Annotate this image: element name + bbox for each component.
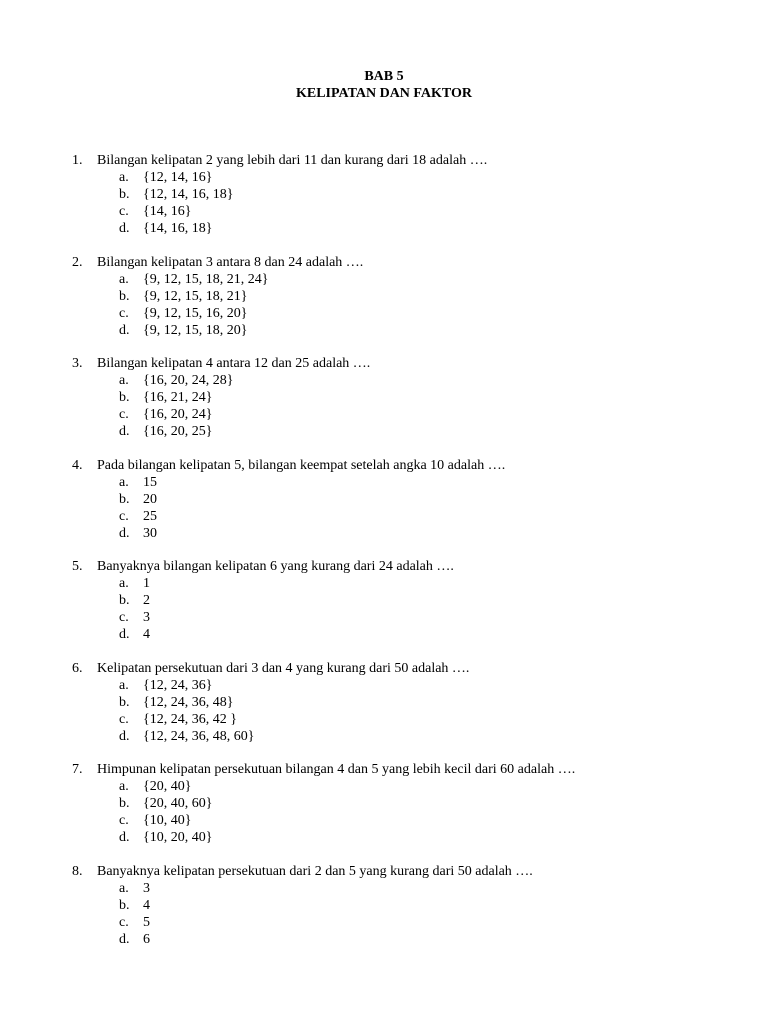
answer-option	[72, 931, 752, 948]
option-text: 30	[143, 525, 157, 541]
option-letter: b.	[119, 593, 130, 608]
option-letter: a.	[119, 271, 129, 287]
answer-option	[72, 778, 752, 795]
option-text: {16, 20, 24}	[143, 407, 213, 422]
question-text: Bilangan kelipatan 3 antara 8 dan 24 adalah ….	[97, 254, 364, 270]
question-item	[72, 355, 752, 440]
option-text: 20	[143, 491, 157, 507]
option-text: 5	[143, 914, 150, 930]
answer-option	[72, 525, 752, 542]
option-text: {10, 20, 40}	[143, 830, 213, 845]
question-number: 7.	[72, 762, 83, 777]
option-text: 3	[143, 610, 150, 625]
answer-option	[72, 423, 752, 440]
option-text: {12, 14, 16, 18}	[143, 187, 234, 202]
question-line	[72, 863, 752, 880]
option-letter: a.	[119, 779, 129, 794]
answer-option	[72, 914, 752, 931]
answer-option	[72, 389, 752, 406]
answer-options	[72, 575, 752, 643]
option-letter: c.	[119, 204, 129, 219]
option-text: {14, 16}	[143, 204, 192, 219]
answer-option	[72, 491, 752, 508]
option-letter: c.	[119, 711, 129, 727]
answer-option	[72, 795, 752, 812]
question-item	[72, 558, 752, 643]
answer-option	[72, 711, 752, 728]
question-item	[72, 254, 752, 339]
question-item	[72, 457, 752, 542]
question-number: 5.	[72, 559, 83, 574]
option-text: 15	[143, 474, 157, 490]
option-letter: a.	[119, 576, 129, 591]
option-text: {9, 12, 15, 16, 20}	[143, 305, 248, 321]
option-text: 2	[143, 593, 150, 608]
option-letter: c.	[119, 305, 129, 321]
question-item	[72, 660, 752, 745]
answer-option	[72, 626, 752, 643]
option-text: 4	[143, 897, 150, 913]
question-text: Kelipatan persekutuan dari 3 dan 4 yang kurang dari 50 adalah ….	[97, 660, 470, 676]
option-text: 6	[143, 931, 150, 947]
question-text: Banyaknya kelipatan persekutuan dari 2 dan 5 yang kurang dari 50 adalah ….	[97, 863, 533, 879]
answer-options	[72, 372, 752, 440]
option-text: {16, 21, 24}	[143, 390, 213, 405]
question-list	[72, 152, 752, 964]
question-number: 6.	[72, 660, 83, 676]
question-line	[72, 457, 752, 474]
answer-option	[72, 508, 752, 525]
answer-option	[72, 271, 752, 288]
question-number: 3.	[72, 356, 83, 371]
answer-options	[72, 880, 752, 948]
answer-option	[72, 812, 752, 829]
option-letter: b.	[119, 897, 130, 913]
option-letter: d.	[119, 627, 130, 642]
option-text: {16, 20, 25}	[143, 424, 213, 439]
question-text: Himpunan kelipatan persekutuan bilangan 4 dan 5 yang lebih kecil dari 60 adalah ….	[97, 762, 576, 777]
answer-option	[72, 322, 752, 339]
option-text: {10, 40}	[143, 813, 192, 828]
answer-option	[72, 575, 752, 592]
option-letter: a.	[119, 170, 129, 185]
option-text: 3	[143, 880, 150, 896]
option-text: {12, 24, 36, 48}	[143, 694, 234, 710]
option-letter: a.	[119, 880, 129, 896]
question-line	[72, 558, 752, 575]
question-line	[72, 761, 752, 778]
chapter-title: KELIPATAN DAN FAKTOR	[295, 86, 473, 101]
option-text: {14, 16, 18}	[143, 221, 213, 236]
chapter-label: BAB 5	[364, 69, 404, 84]
option-text: 4	[143, 627, 150, 642]
question-line	[72, 254, 752, 271]
question-text: Bilangan kelipatan 4 antara 12 dan 25 adalah ….	[97, 356, 371, 371]
option-letter: b.	[119, 187, 130, 202]
question-item	[72, 863, 752, 948]
answer-option	[72, 592, 752, 609]
option-letter: d.	[119, 221, 130, 236]
question-number: 4.	[72, 457, 83, 473]
option-letter: c.	[119, 610, 129, 625]
option-text: {9, 12, 15, 18, 20}	[143, 322, 248, 338]
answer-options	[72, 677, 752, 745]
option-text: {20, 40}	[143, 779, 192, 794]
question-number: 2.	[72, 254, 83, 270]
option-letter: c.	[119, 407, 129, 422]
question-item	[72, 152, 752, 237]
answer-option	[72, 406, 752, 423]
answer-option	[72, 897, 752, 914]
answer-option	[72, 677, 752, 694]
answer-option	[72, 220, 752, 237]
option-text: {20, 40, 60}	[143, 796, 213, 811]
question-text: Bilangan kelipatan 2 yang lebih dari 11 dan kurang dari 18 adalah ….	[97, 153, 488, 168]
question-number: 8.	[72, 863, 83, 879]
answer-option	[72, 203, 752, 220]
question-line	[72, 355, 752, 372]
question-number: 1.	[72, 153, 83, 168]
option-letter: d.	[119, 728, 130, 744]
option-letter: b.	[119, 288, 130, 304]
answer-option	[72, 728, 752, 745]
question-item	[72, 761, 752, 846]
option-letter: c.	[119, 508, 129, 524]
option-letter: a.	[119, 373, 129, 388]
option-letter: c.	[119, 813, 129, 828]
option-letter: a.	[119, 474, 129, 490]
option-letter: d.	[119, 322, 130, 338]
option-letter: d.	[119, 424, 130, 439]
option-letter: d.	[119, 525, 130, 541]
answer-option	[72, 169, 752, 186]
question-text: Pada bilangan kelipatan 5, bilangan keempat setelah angka 10 adalah ….	[97, 457, 506, 473]
option-text: {12, 24, 36}	[143, 677, 213, 693]
option-letter: b.	[119, 694, 130, 710]
answer-option	[72, 305, 752, 322]
question-line	[72, 152, 752, 169]
question-line	[72, 660, 752, 677]
answer-option	[72, 694, 752, 711]
answer-option	[72, 288, 752, 305]
answer-option	[72, 880, 752, 897]
option-text: {12, 24, 36, 42 }	[143, 711, 237, 727]
answer-option	[72, 474, 752, 491]
option-text: {12, 14, 16}	[143, 170, 213, 185]
answer-option	[72, 372, 752, 389]
option-letter: d.	[119, 931, 130, 947]
option-text: 1	[143, 576, 150, 591]
option-text: {9, 12, 15, 18, 21}	[143, 288, 248, 304]
answer-options	[72, 169, 752, 237]
question-text: Banyaknya bilangan kelipatan 6 yang kurang dari 24 adalah ….	[97, 559, 454, 574]
option-letter: d.	[119, 830, 130, 845]
option-letter: a.	[119, 677, 129, 693]
answer-options	[72, 474, 752, 542]
option-letter: c.	[119, 914, 129, 930]
option-text: {16, 20, 24, 28}	[143, 373, 234, 388]
answer-options	[72, 271, 752, 339]
option-letter: b.	[119, 796, 130, 811]
option-text: {12, 24, 36, 48, 60}	[143, 728, 255, 744]
answer-option	[72, 186, 752, 203]
answer-options	[72, 778, 752, 846]
option-letter: b.	[119, 390, 130, 405]
page-header	[0, 68, 768, 102]
answer-option	[72, 829, 752, 846]
option-text: {9, 12, 15, 18, 21, 24}	[143, 271, 269, 287]
option-text: 25	[143, 508, 157, 524]
option-letter: b.	[119, 491, 130, 507]
answer-option	[72, 609, 752, 626]
